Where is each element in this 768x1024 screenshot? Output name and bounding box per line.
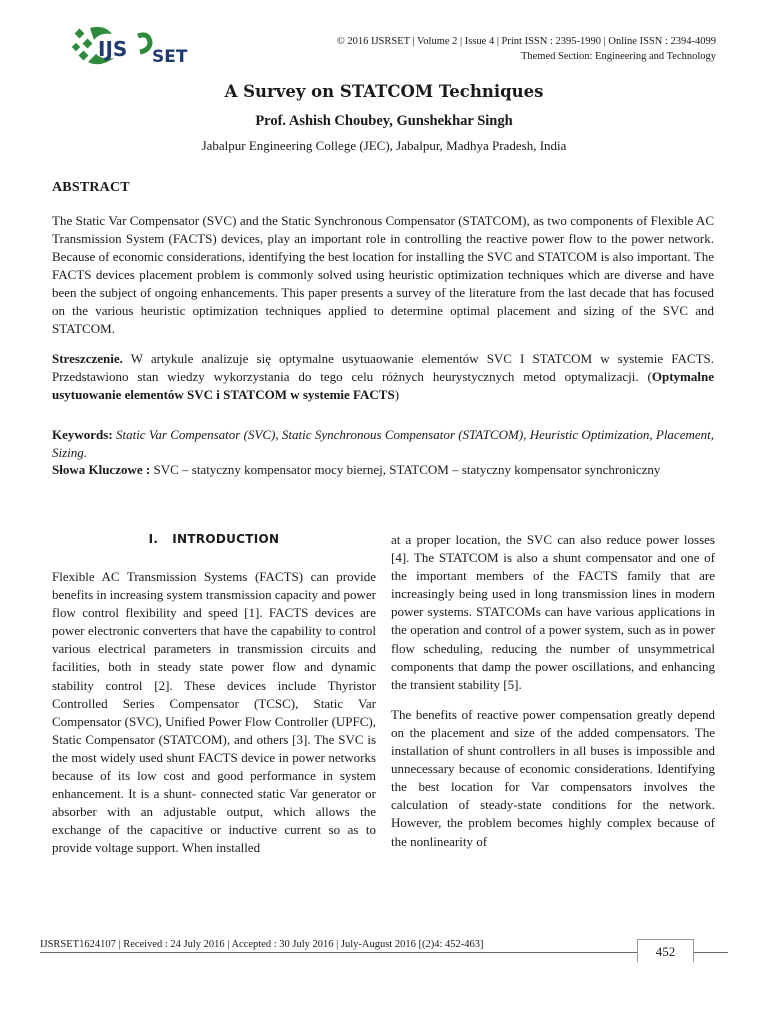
paper-authors: Prof. Ashish Choubey, Gunshekhar Singh	[255, 113, 513, 129]
polish-keywords-text: SVC – statyczny kompensator mocy biernej, STATCOM – statyczny kompensator synchroniczny	[150, 462, 661, 477]
intro-paragraph-2: at a proper location, the SVC can also reduce power losses [4]. The STATCOM is also a shunt compensator and one of the important members of the FACTS family that are increasingly being used in long transmission lines in modern power systems. STATCOMs can have various applications in the operation and control of a power system, such as in power flow scheduling, reducing the number of unsymmetrical components that damp the power oscillations, and enhancing the transient stability [5].	[391, 532, 715, 692]
header-info	[337, 34, 716, 64]
polish-abstract-close: )	[394, 387, 400, 402]
abstract-heading: ABSTRACT	[52, 180, 130, 195]
journal-logo	[70, 22, 195, 72]
ijsrset-logo-icon	[70, 22, 195, 72]
themed-section: Themed Section: Engineering and Technology	[520, 51, 716, 62]
footer-citation: IJSRSET1624107 | Received : 24 July 2016 | Accepted : 30 July 2016 | July-August 2016 [(2)4: 452-463]	[40, 939, 484, 950]
keywords-text: Static Var Compensator (SVC), Static Synchronous Compensator (STATCOM), Heuristic Optimization, Placement, Sizing.	[52, 427, 714, 460]
polish-abstract-label: Streszczenie.	[52, 351, 123, 366]
polish-keywords-label: Słowa Kluczowe :	[52, 462, 151, 477]
right-column	[391, 531, 715, 863]
section-title: INTRODUCTION	[172, 532, 280, 546]
journal-issue-line: © 2016 IJSRSET | Volume 2 | Issue 4 | Print ISSN : 2395-1990 | Online ISSN : 2394-4099	[336, 36, 716, 47]
polish-abstract-text: W artykule analizuje się optymalne usytuaowanie elementów SVC I STATCOM w systemie FACTS. Przedstawiono stan wiedzy wykorzystania do tego celu różnych heurystycznych metod optymalizacji. (	[52, 351, 714, 384]
svg-text:SET: SET	[152, 47, 188, 67]
section-number: I.	[148, 532, 159, 546]
paper-title: A Survey on STATCOM Techniques	[224, 82, 544, 101]
keywords-label: Keywords:	[52, 427, 113, 442]
footer-divider	[40, 952, 728, 953]
intro-paragraph-3: The benefits of reactive power compensation greatly depend on the placement and size of the added compensators. The installation of shunt controllers in all buses is impossible and unnecessary because of economic considerations. Identifying the best location for Var compensators involves the calculation of steady-state conditions for the network. However, the problem becomes highly complex because of the nonlinearity of	[391, 706, 715, 849]
left-column	[52, 568, 376, 870]
introduction-heading	[52, 532, 376, 546]
polish-keywords	[52, 461, 714, 479]
page-number: 452	[637, 939, 694, 962]
abstract-text: The Static Var Compensator (SVC) and the Static Synchronous Compensator (STATCOM), as two components of Flexible AC Transmission System (FACTS) devices, play an important role in controlling the reactive power flow to the power network. Because of economic considerations, identifying the best location for installing the SVC and STATCOM is also important. The FACTS devices placement problem is commonly solved using heuristic optimization techniques which are diverse and have been the subject of ongoing enhancements. This paper presents a survey of the literature from the last decade that has focused on the various heuristic optimization techniques applied to determine optimal placement and sizing of the SVC and STATCOM.	[52, 213, 714, 336]
keywords	[52, 426, 714, 462]
polish-abstract-title: Optymalne usytuowanie elementów SVC i STATCOM w systemie FACTS	[52, 369, 714, 402]
intro-paragraph-1: Flexible AC Transmission Systems (FACTS) can provide benefits in increasing system transmission capacity and power flow control flexibility and speed [1]. FACTS devices are power electronic converters that have the capability to control various electrical parameters in transmission circuits and facilities, both in steady state power flow and dynamic stability control [2]. These devices include Thyristor Controlled Series Compensator (TCSC), Static Var Compensator (SVC), Unified Power Flow Controller (UPFC), Static Compensator (STATCOM), and others [3]. The SVC is the most widely used shunt FACTS device in power networks because of its low cost and good performance in system enhancement. It is a shunt- connected static Var generator or absorber with an adjustable output, which allows the exchange of the capacitive or inductive current so as to provide voltage support. When installed	[52, 569, 376, 856]
paper-affiliation: Jabalpur Engineering College (JEC), Jabalpur, Madhya Pradesh, India	[201, 138, 567, 153]
svg-text:IJS: IJS	[98, 37, 128, 61]
polish-abstract	[52, 350, 714, 404]
